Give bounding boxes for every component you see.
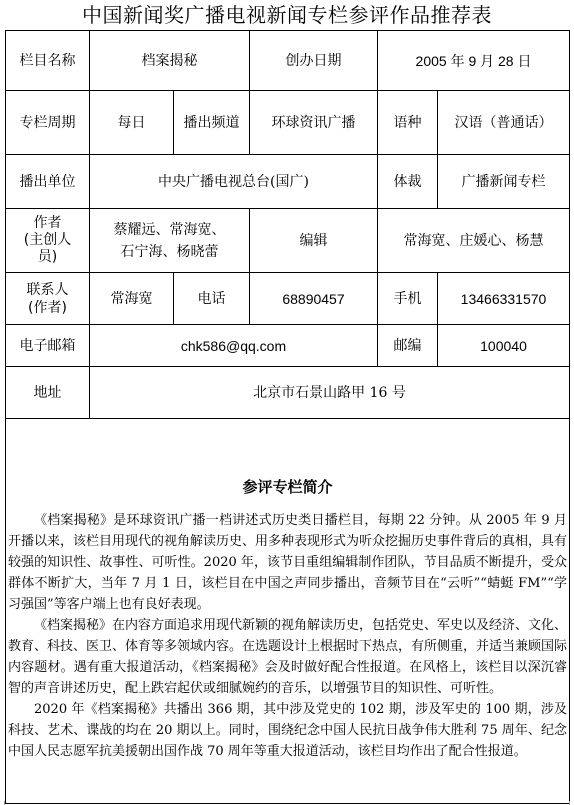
postcode-label: 邮编: [378, 325, 438, 367]
contact-value: 常海宽: [90, 273, 174, 325]
cycle-value: 每日: [90, 91, 174, 155]
mobile-value: 13466331570: [438, 273, 570, 325]
row-contact: [6, 273, 570, 325]
contact-label: [6, 273, 90, 325]
broadcast-unit-label: 播出单位: [6, 155, 90, 209]
page-title: 中国新闻奖广播电视新闻专栏参评作品推荐表: [82, 3, 492, 27]
author-label-line3: 员): [37, 249, 58, 265]
contact-label-line1: 联系人: [26, 281, 69, 298]
author-value: [90, 209, 250, 273]
row-author: [6, 209, 570, 273]
language-value: 汉语（普通话）: [438, 91, 570, 155]
broadcast-unit-value: 中央广播电视总台(国广): [90, 155, 378, 209]
intro-section: [6, 419, 570, 804]
row-address: [6, 367, 570, 419]
row-unit: [6, 155, 570, 209]
editor-value: 常海宽、庄媛心、杨慧: [378, 209, 570, 273]
genre-label: 体裁: [378, 155, 438, 209]
genre-value: 广播新闻专栏: [438, 155, 570, 209]
page-corner-mark-right: [559, 801, 570, 805]
language-label: 语种: [378, 91, 438, 155]
address-label: 地址: [6, 367, 90, 419]
intro-paragraph-2: 《档案揭秘》在内容方面追求用现代新颖的视角解读历史，包括党史、军史以及经济、文化、教育、科技、医卫、体育等多领域内容。在选题设计上根据时下热点，有所侧重，并适当兼顾国际内容题材。遇有重大报道活动，《档案揭秘》会及时做好配合性报道。在风格上，该栏目以深沉睿智的声音讲述历史，配上跌宕起伏或细腻婉约的音乐，以增强节目的知识性、可听性。: [8, 618, 568, 696]
cycle-label: 专栏周期: [6, 91, 90, 155]
postcode-value: 100040: [438, 325, 570, 367]
intro-heading: 参评专栏简介: [242, 478, 333, 496]
founding-date-value: 2005 年 9 月 28 日: [378, 31, 570, 91]
phone-value: 68890457: [250, 273, 378, 325]
column-name-value: 档案揭秘: [90, 31, 250, 91]
author-value-line1: 蔡耀远、常海宽、: [113, 221, 226, 238]
row-email: [6, 325, 570, 367]
column-name-label: 栏目名称: [6, 31, 90, 91]
address-value: 北京市石景山路甲 16 号: [90, 367, 570, 419]
intro-paragraph-3: 2020 年《档案揭秘》共播出 366 期，其中涉及党史的 102 期，涉及军史的 100 期，涉及科技、艺术、谍战的均在 20 期以上。同时，围绕纪念中国人民抗日战争伟大胜利 75 周年、纪念中国人民志愿军抗美援朝出国作战 70 周年等重大报道活动，该栏目均作出了配合性报道。: [8, 702, 568, 759]
row-cycle: [6, 91, 570, 155]
page-corner-mark-left: [4, 801, 15, 805]
author-label-line1: 作者: [33, 215, 62, 231]
founding-date-label: 创办日期: [250, 31, 378, 91]
author-value-line2: 石宁海、杨晓蕾: [120, 243, 219, 260]
intro-paragraph-1: 《档案揭秘》是环球资讯广播一档讲述式历史类日播栏目，每期 22 分钟。从 2005 年 9 月开播以来，该栏目用现代的视角解读历史、用多种表现形式为听众挖掘历史事件背后的真相，具有较强的知识性、故事性、可听性。2020 年，该节目重组编辑制作团队，节目品质不断提升，受众群体不断扩大，当年 7 月 1 日，该栏目在中国之声同步播出，音频节目在“云听”“蜻蜓 FM”“学习强国”等客户端上也有良好表现。: [8, 513, 568, 612]
author-label: [6, 209, 90, 273]
email-value: chk586@qq.com: [90, 325, 378, 367]
editor-label: 编辑: [250, 209, 378, 273]
channel-value: 环球资讯广播: [250, 91, 378, 155]
mobile-label: 手机: [378, 273, 438, 325]
author-label-line2: (主创人: [23, 232, 72, 248]
recommendation-form-table: [5, 30, 570, 804]
row-intro: [6, 419, 570, 804]
channel-label: 播出频道: [174, 91, 250, 155]
email-label: 电子邮箱: [6, 325, 90, 367]
contact-label-line2: (作者): [28, 299, 67, 316]
row-column-name: [6, 31, 570, 91]
phone-label: 电话: [174, 273, 250, 325]
